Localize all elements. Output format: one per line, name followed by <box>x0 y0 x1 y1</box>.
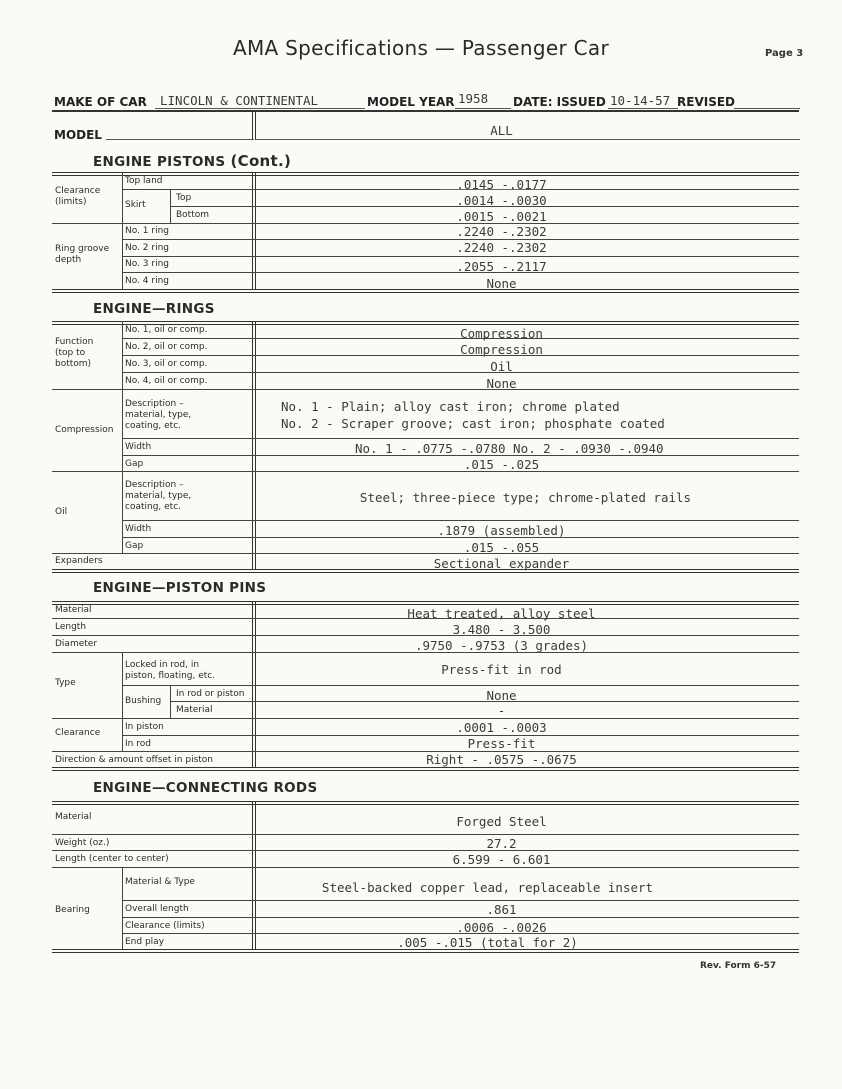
rod-length-value: 6.599 - 6.601 <box>452 852 551 867</box>
year-value: 1958 <box>458 91 489 106</box>
bearing-clearance-value: .0006 -.0026 <box>456 920 547 935</box>
rod-material-value: Forged Steel <box>456 814 547 829</box>
bearing-end-play-label: End play <box>125 937 165 947</box>
rod-length-label: Length (center to center) <box>55 854 169 864</box>
comp-width-value: No. 1 - .0775 -.0780 No. 2 - .0930 -.0940 <box>355 441 664 456</box>
rod-material-label: Material <box>55 812 92 822</box>
ring4-label: No. 4 ring <box>125 276 170 286</box>
pin-material-label: Material <box>55 605 92 615</box>
comp-gap-value: .015 -.025 <box>463 457 540 472</box>
pin-locked-value: Press-fit in rod <box>441 662 562 677</box>
pin-direction-value: Right - .0575 -.0675 <box>426 752 577 767</box>
pin-diameter-label: Diameter <box>55 639 98 649</box>
rod-weight-value: 27.2 <box>486 836 517 851</box>
ring2-value: .2240 -.2302 <box>456 240 547 255</box>
func2-label: No. 2, oil or comp. <box>125 342 208 352</box>
skirt-top-value: .0014 -.0030 <box>456 193 547 208</box>
oil-desc-value: Steel; three-piece type; chrome-plated rails <box>359 490 692 505</box>
ring2-label: No. 2 ring <box>125 243 170 253</box>
pins-section-title: ENGINE—PISTON PINS <box>93 580 267 596</box>
ring3-value: .2055 -.2117 <box>456 259 547 274</box>
skirt-bottom-value: .0015 -.0021 <box>456 209 547 224</box>
oil-label: Oil <box>55 507 68 517</box>
bearing-mat-type-label: Material & Type <box>125 877 195 887</box>
oil-gap-value: .015 -.055 <box>463 540 540 555</box>
rings-section-title: ENGINE—RINGS <box>93 301 215 317</box>
top-land-label: Top land <box>125 176 163 186</box>
oil-description-label: Description – material, type, coating, etc. <box>125 480 192 512</box>
ring1-value: .2240 -.2302 <box>456 224 547 239</box>
ring3-label: No. 3 ring <box>125 259 170 269</box>
skirt-bottom-label: Bottom <box>176 210 210 220</box>
pin-locked-label: Locked in rod, in piston, floating, etc. <box>125 660 216 681</box>
top-land-value: .0145 -.0177 <box>456 177 547 192</box>
clearance-limits-label: Clearance (limits) <box>55 186 101 207</box>
pin-bushing-label: Bushing <box>125 696 162 706</box>
pin-diameter-value: .9750 -.9753 (3 grades) <box>414 638 589 653</box>
compression-label: Compression <box>55 425 114 435</box>
function-label: Function (top to bottom) <box>55 337 94 369</box>
model-value: ALL <box>490 123 513 138</box>
form-revision: Rev. Form 6-57 <box>700 961 777 971</box>
oil-width-label: Width <box>125 524 152 534</box>
func4-label: No. 4, oil or comp. <box>125 376 208 386</box>
rods-section-title: ENGINE—CONNECTING RODS <box>93 780 318 796</box>
pin-in-rod-or-piston-label: In rod or piston <box>176 689 245 699</box>
page-title: AMA Specifications — Passenger Car <box>233 36 609 60</box>
func2-value: Compression <box>460 342 543 357</box>
pin-length-label: Length <box>55 622 87 632</box>
ring1-label: No. 1 ring <box>125 226 170 236</box>
func1-value: Compression <box>460 326 543 341</box>
pin-in-piston-value: .0001 -.0003 <box>456 720 547 735</box>
pin-bushing-material-label: Material <box>176 705 213 715</box>
make-label: MAKE OF CAR <box>54 95 147 109</box>
page-number: Page 3 <box>765 48 804 59</box>
comp-desc-no1: No. 1 - Plain; alloy cast iron; chrome plated <box>281 399 620 414</box>
bearing-mat-type-value: Steel-backed copper lead, replaceable insert <box>321 880 654 895</box>
comp-gap-label: Gap <box>125 459 144 469</box>
bearing-end-play-value: .005 -.015 (total for 2) <box>397 935 578 950</box>
pistons-section-title: ENGINE PISTONS (Cont.) <box>93 152 292 170</box>
pin-direction-label: Direction & amount offset in piston <box>55 755 214 765</box>
expanders-value: Sectional expander <box>433 556 570 571</box>
rod-weight-label: Weight (oz.) <box>55 838 110 848</box>
make-value: LINCOLN & CONTINENTAL <box>160 93 319 108</box>
pin-type-label: Type <box>55 678 76 688</box>
bearing-overall-label: Overall length <box>125 904 189 914</box>
comp-description-label: Description – material, type, coating, etc. <box>125 399 192 431</box>
comp-width-label: Width <box>125 442 152 452</box>
skirt-top-label: Top <box>176 193 192 203</box>
func3-value: Oil <box>490 359 513 374</box>
pin-bushing-material-value: - <box>497 703 506 718</box>
pin-material-value: Heat treated, alloy steel <box>407 606 596 621</box>
comp-desc-no2: No. 2 - Scraper groove; cast iron; phosphate coated <box>281 416 665 431</box>
func3-label: No. 3, oil or comp. <box>125 359 208 369</box>
expanders-label: Expanders <box>55 556 103 566</box>
skirt-label: Skirt <box>125 200 146 210</box>
date-value: 10-14-57 <box>610 93 671 108</box>
oil-width-value: .1879 (assembled) <box>437 523 566 538</box>
pin-in-rod-label: In rod <box>125 739 151 749</box>
date-label: DATE: ISSUED <box>513 95 606 109</box>
revised-label: REVISED <box>677 95 735 109</box>
ring-groove-label: Ring groove depth <box>55 244 110 265</box>
year-label: MODEL YEAR <box>367 95 455 109</box>
pin-bushing-value: None <box>486 688 517 703</box>
bearing-label: Bearing <box>55 905 90 915</box>
pin-in-piston-label: In piston <box>125 722 164 732</box>
pin-in-rod-value: Press-fit <box>467 736 536 751</box>
bearing-overall-value: .861 <box>486 902 517 917</box>
pin-clearance-label: Clearance <box>55 728 101 738</box>
bearing-clearance-label: Clearance (limits) <box>125 921 205 931</box>
pin-length-value: 3.480 - 3.500 <box>452 622 551 637</box>
func4-value: None <box>486 376 517 391</box>
oil-gap-label: Gap <box>125 541 144 551</box>
model-label: MODEL <box>54 128 102 142</box>
func1-label: No. 1, oil or comp. <box>125 325 208 335</box>
ring4-value: None <box>486 276 517 291</box>
